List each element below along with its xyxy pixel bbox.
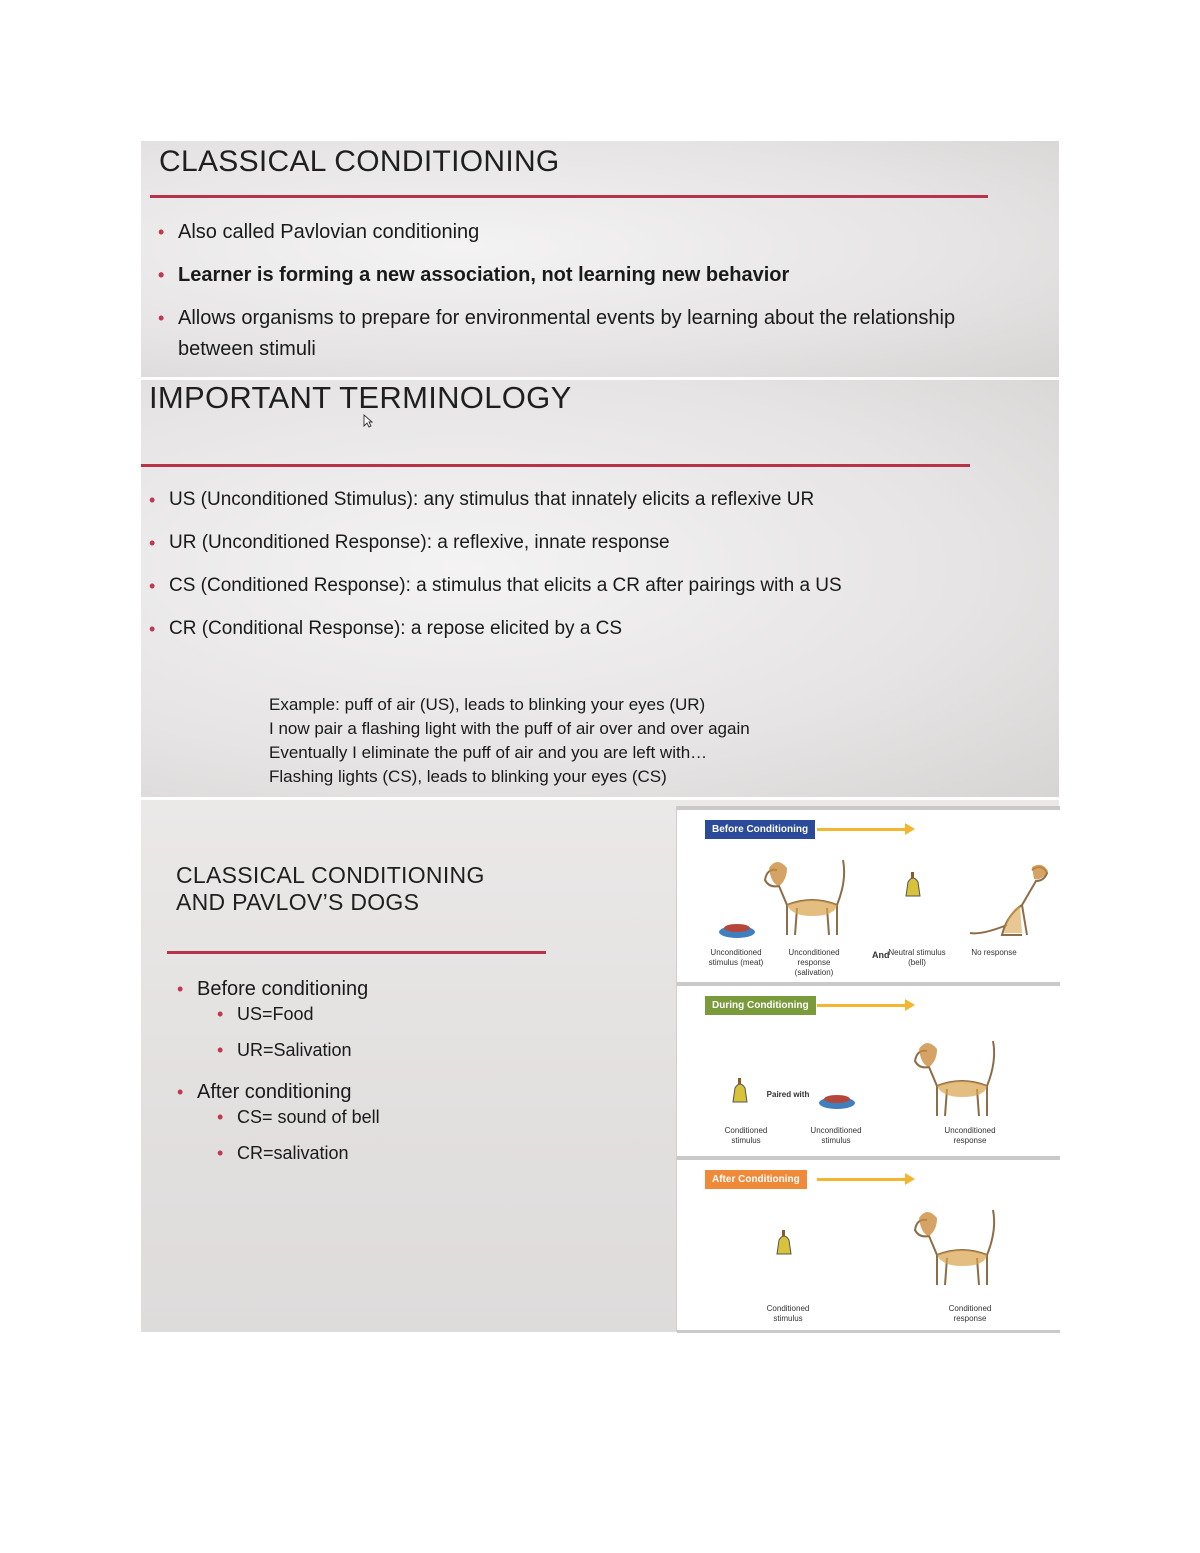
caption: No response (971, 948, 1017, 957)
slide-title (176, 862, 485, 916)
example-line: Eventually I eliminate the puff of air and you are left with… (269, 743, 708, 762)
sub-item: • US=Food (215, 1002, 613, 1026)
bullet-item: • Learner is forming a new association, not learning new behavior (156, 260, 1016, 291)
slide-title-line: CLASSICAL CONDITIONING (176, 862, 485, 888)
example-line: I now pair a flashing light with the puff of air over and over again (269, 719, 750, 738)
during-conditioning-badge: During Conditioning (705, 996, 816, 1015)
food-bowl-icon (717, 920, 757, 940)
mouse-cursor-icon (363, 414, 373, 428)
bell-icon (902, 872, 924, 900)
food-bowl-icon (817, 1091, 857, 1111)
after-conditioning-item (175, 1079, 595, 1165)
terminology-list (147, 487, 1027, 659)
dog-icon (907, 1031, 1007, 1121)
slide-title-line: AND PAVLOV’S DOGS (176, 889, 420, 915)
term-item-cr: • CR (Conditional Response): a repose elicited by a CS (147, 616, 1027, 642)
caption: Neutral stimulus (bell) (888, 948, 946, 967)
dog-icon (757, 850, 857, 940)
bullet-item: • Allows organisms to prepare for environmental events by learning about the relationship between stimuli (156, 303, 1016, 365)
after-conditioning-badge: After Conditioning (705, 1170, 807, 1189)
paired-with-label: Paired with (766, 1090, 810, 1099)
arrow-icon (817, 828, 907, 831)
before-conditioning-label: Before conditioning (197, 978, 369, 1000)
slide-title: CLASSICAL CONDITIONING (159, 145, 560, 178)
caption: Unconditioned response (944, 1126, 996, 1145)
before-conditioning-item (175, 976, 595, 1062)
conditioning-list (175, 976, 595, 1182)
example-line: Example: puff of air (US), leads to blinking your eyes (UR) (269, 695, 706, 714)
caption: Unconditioned response (salivation) (788, 948, 840, 977)
term-item-ur: • UR (Unconditioned Response): a reflexive, innate response (147, 530, 1027, 556)
caption: Unconditioned stimulus (810, 1126, 862, 1145)
example-block (269, 693, 750, 789)
before-conditioning-badge: Before Conditioning (705, 820, 815, 839)
caption: Unconditioned stimulus (meat) (708, 948, 764, 967)
bell-icon (773, 1230, 795, 1258)
title-rule (167, 951, 546, 954)
during-conditioning-panel (677, 982, 1060, 1160)
slide-title: IMPORTANT TERMINOLOGY (149, 380, 572, 415)
sub-item: • CR=salivation (215, 1141, 613, 1165)
arrow-icon (817, 1004, 907, 1007)
before-conditioning-panel (677, 806, 1060, 986)
bell-icon (729, 1078, 751, 1106)
slide-important-terminology (141, 380, 1059, 797)
caption: Conditioned response (948, 1304, 992, 1323)
title-rule (150, 195, 988, 198)
after-conditioning-label: After conditioning (197, 1081, 352, 1103)
term-item-cs: • CS (Conditioned Response): a stimulus that elicits a CR after pairings with a US (147, 573, 1027, 599)
slide-classical-conditioning (141, 141, 1059, 377)
bullet-item: • Also called Pavlovian conditioning (156, 217, 1016, 248)
pavlov-diagram (676, 806, 1060, 1332)
dog-icon (907, 1200, 1007, 1290)
caption: Conditioned stimulus (766, 1304, 810, 1323)
and-label: And (872, 950, 890, 960)
sub-item: • CS= sound of bell (215, 1105, 613, 1129)
title-rule (141, 464, 970, 467)
before-sublist (215, 1002, 613, 1062)
after-conditioning-panel (677, 1156, 1060, 1333)
sub-item: • UR=Salivation (215, 1038, 613, 1062)
term-item-us: • US (Unconditioned Stimulus): any stimulus that innately elicits a reflexive UR (147, 487, 1027, 513)
sitting-dog-icon (962, 855, 1052, 940)
caption: Conditioned stimulus (724, 1126, 768, 1145)
bullet-list (156, 217, 1016, 377)
example-line: Flashing lights (CS), leads to blinking your eyes (CS) (269, 767, 667, 786)
arrow-icon (817, 1178, 907, 1181)
after-sublist (215, 1105, 613, 1165)
